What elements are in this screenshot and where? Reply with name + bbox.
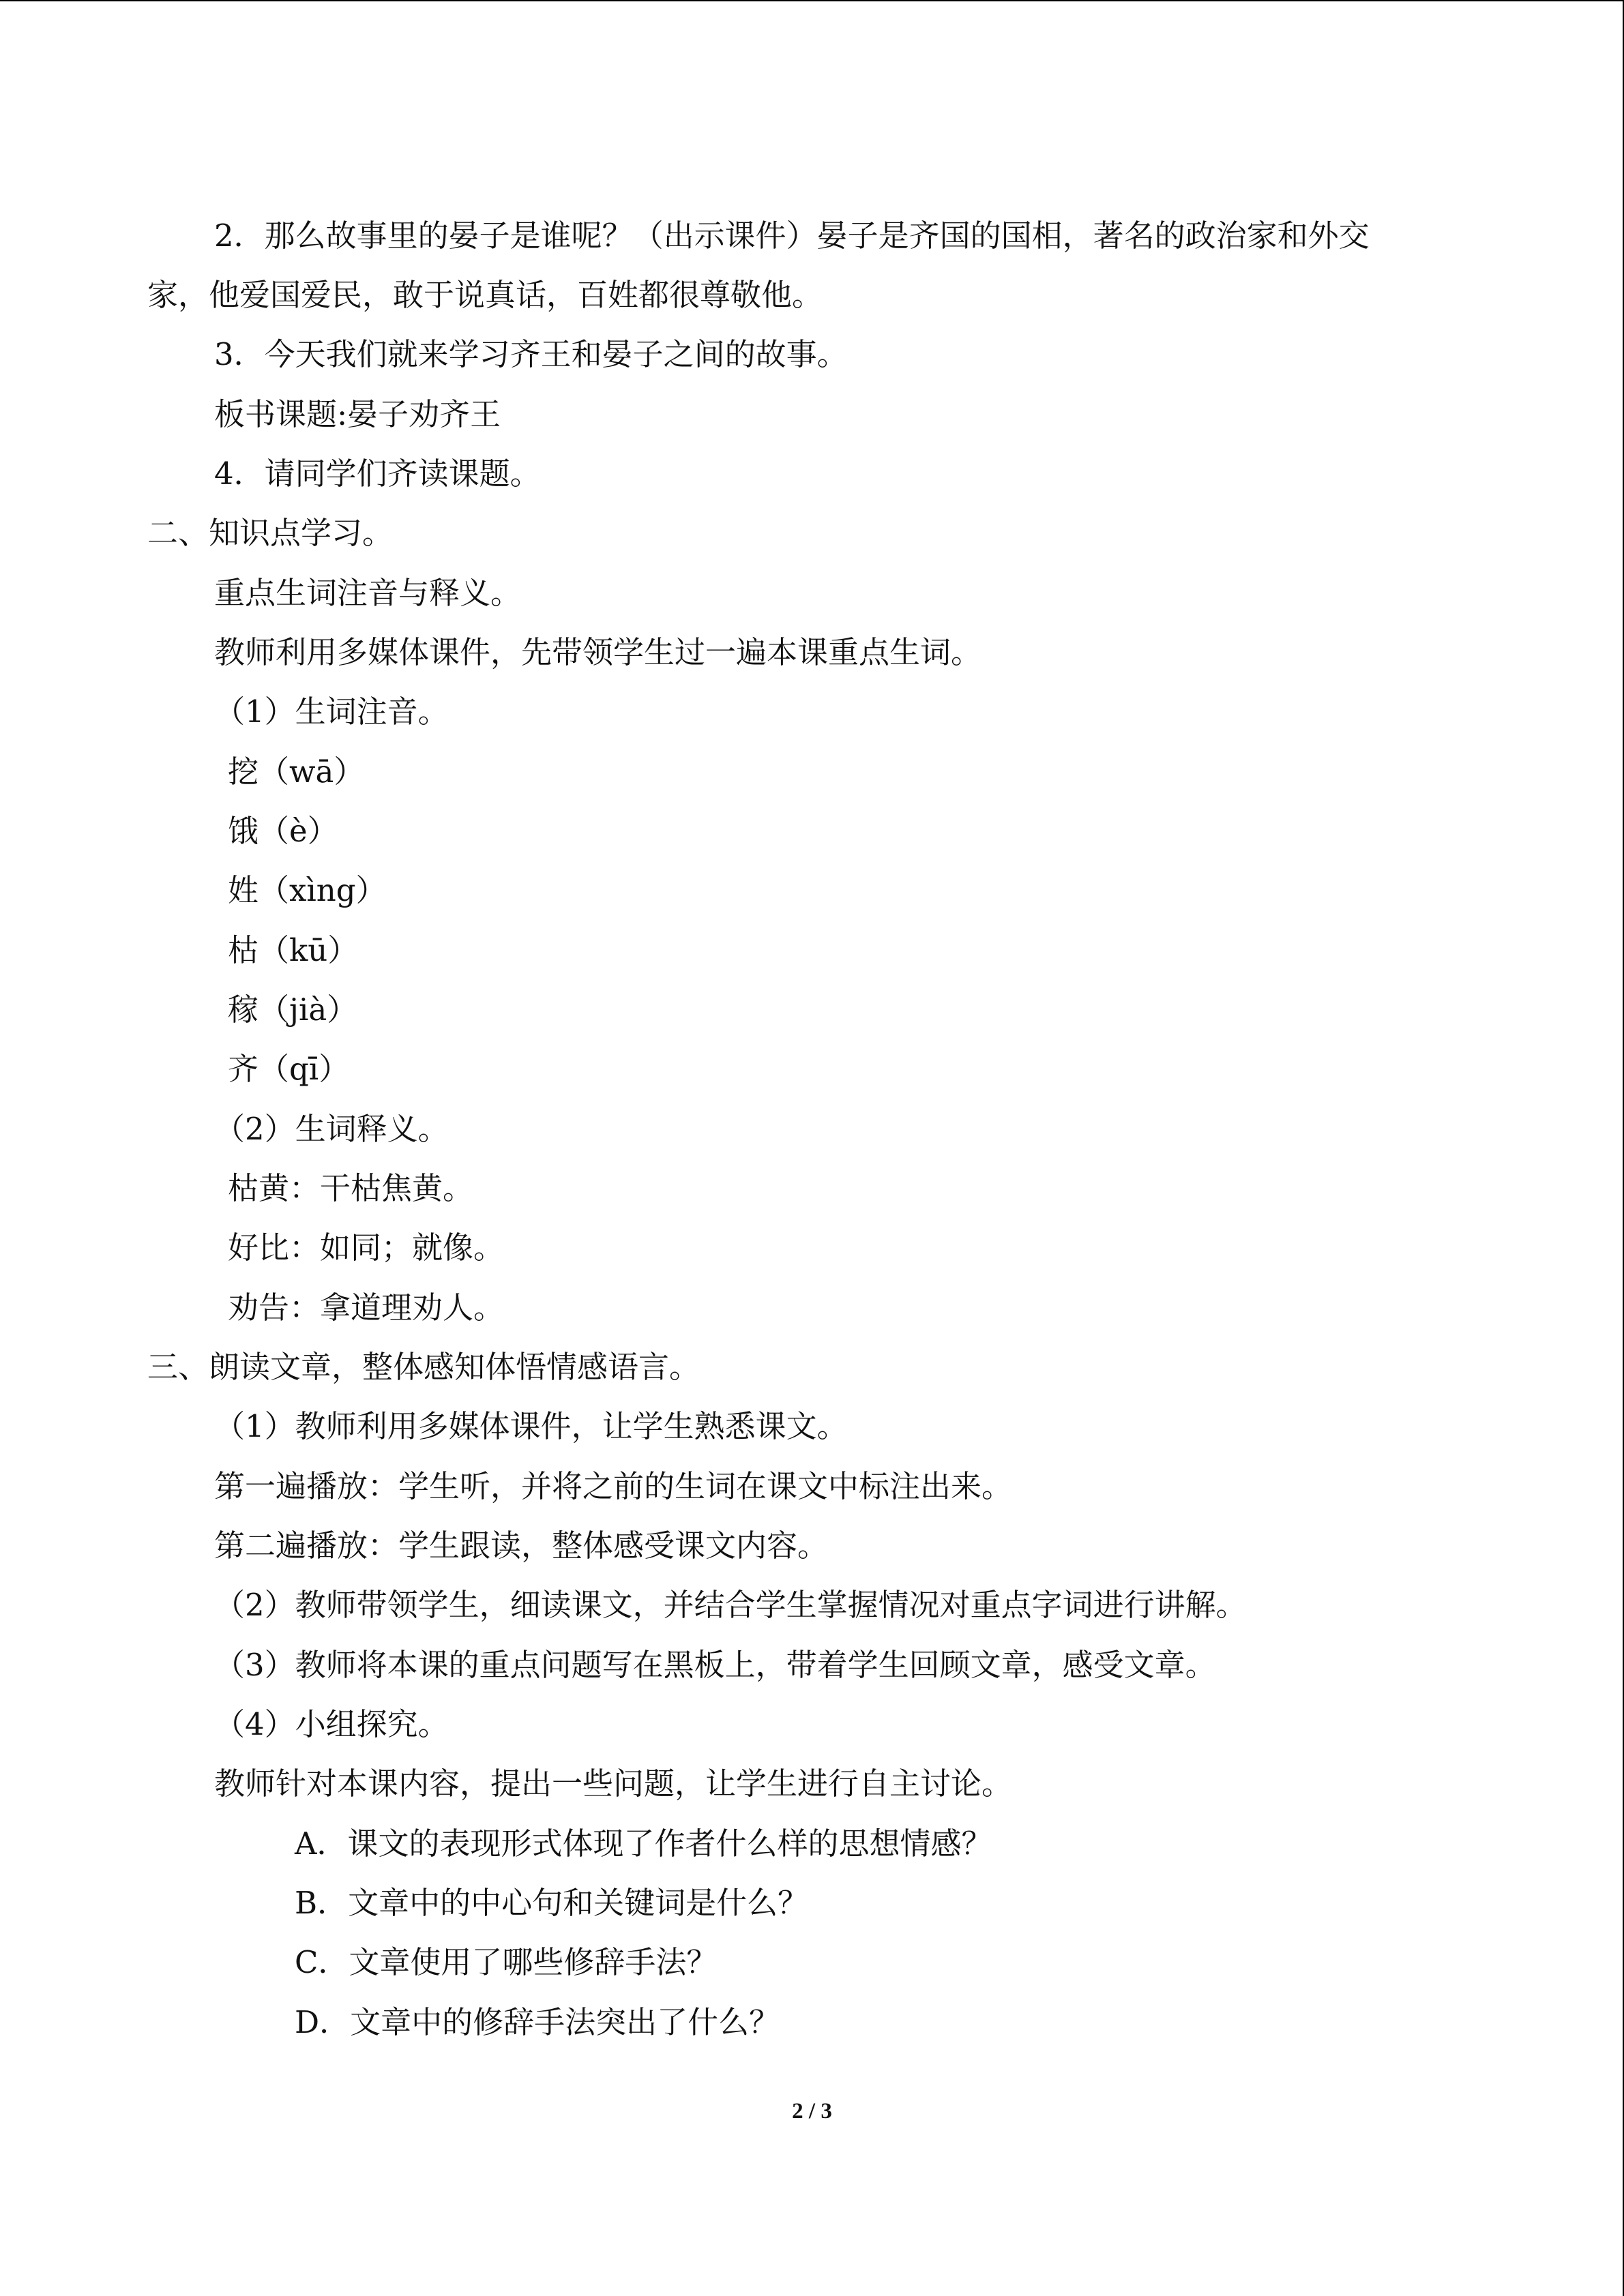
definition-item: 劝告：拿道理劝人。 bbox=[228, 1289, 505, 1326]
section-heading: 三、朗读文章，整体感知体悟情感语言。 bbox=[147, 1349, 700, 1385]
question-item: D．文章中的修辞手法突出了什么？ bbox=[295, 2004, 780, 2040]
paragraph-line: 4．请同学们齐读课题。 bbox=[214, 456, 541, 492]
paragraph-line: 第一遍播放：学生听，并将之前的生词在课文中标注出来。 bbox=[214, 1468, 1013, 1504]
page-number: 2 / 3 bbox=[792, 2099, 832, 2123]
paragraph-line: （2）教师带领学生，细读课文，并结合学生掌握情况对重点字词进行讲解。 bbox=[214, 1587, 1247, 1623]
paragraph-line: （1）教师利用多媒体课件，让学生熟悉课文。 bbox=[214, 1408, 848, 1444]
question-item: B．文章中的中心句和关键词是什么？ bbox=[295, 1885, 809, 1921]
vocab-item: 齐（qī） bbox=[228, 1051, 350, 1087]
paragraph-line: 重点生词注音与释义。 bbox=[214, 575, 522, 611]
paragraph-line: 教师利用多媒体课件，先带领学生过一遍本课重点生词。 bbox=[214, 634, 982, 670]
definition-item: 好比：如同；就像。 bbox=[228, 1229, 505, 1266]
paragraph-line: 家，他爱国爱民，敢于说真话，百姓都很尊敬他。 bbox=[147, 277, 823, 313]
paragraph-line: 板书课题:晏子劝齐王 bbox=[214, 396, 501, 432]
subheading: （2）生词释义。 bbox=[214, 1111, 449, 1147]
paragraph-line: （4）小组探究。 bbox=[214, 1706, 449, 1742]
subheading: （1）生词注音。 bbox=[214, 694, 449, 730]
vocab-item: 挖（wā） bbox=[228, 754, 365, 790]
paragraph-line: 第二遍播放：学生跟读，整体感受课文内容。 bbox=[214, 1527, 829, 1564]
vocab-item: 枯（kū） bbox=[228, 932, 359, 968]
paragraph-line: （3）教师将本课的重点问题写在黑板上，带着学生回顾文章，感受文章。 bbox=[214, 1647, 1216, 1683]
question-item: C．文章使用了哪些修辞手法？ bbox=[295, 1944, 718, 1980]
section-heading: 二、知识点学习。 bbox=[147, 515, 394, 551]
vocab-item: 饿（è） bbox=[228, 813, 338, 849]
vocab-item: 稼（jià） bbox=[228, 992, 358, 1028]
definition-item: 枯黄：干枯焦黄。 bbox=[228, 1170, 474, 1206]
question-item: A．课文的表现形式体现了作者什么样的思想情感？ bbox=[295, 1825, 992, 1862]
paragraph-line: 教师针对本课内容，提出一些问题，让学生进行自主讨论。 bbox=[214, 1765, 1013, 1802]
paragraph-line: 3．今天我们就来学习齐王和晏子之间的故事。 bbox=[214, 336, 848, 372]
vocab-item: 姓（xìng） bbox=[228, 872, 387, 908]
paragraph-line: 2．那么故事里的晏子是谁呢？（出示课件）晏子是齐国的国相，著名的政治家和外交 bbox=[214, 218, 1370, 254]
